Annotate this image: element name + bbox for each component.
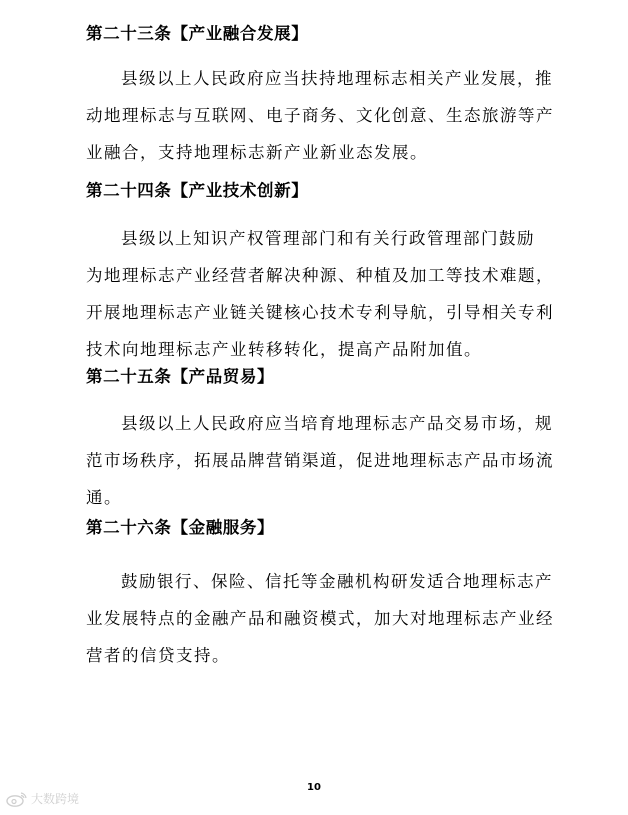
article-26-line: 业发展特点的金融产品和融资模式，加大对地理标志产业经 [86,609,554,628]
article-24-line: 技术向地理标志产业转移转化，提高产品附加值。 [86,340,482,359]
article-25-line: 通。 [86,488,122,507]
article-24-heading: 第二十四条【产业技术创新】 [86,181,309,200]
article-25-line: 范市场秩序，拓展品牌营销渠道，促进地理标志产品市场流 [86,451,554,470]
article-26-line: 鼓励银行、保险、信托等金融机构研发适合地理标志产 [121,572,553,591]
article-25-heading: 第二十五条【产品贸易】 [86,367,275,386]
article-23-line: 业融合，支持地理标志新产业新业态发展。 [86,143,428,162]
article-23-body [86,60,554,171]
article-24-line: 开展地理标志产业链关键核心技术专利导航，引导相关专利 [86,303,554,322]
article-24-line: 县级以上知识产权管理部门和有关行政管理部门鼓励 [121,229,535,248]
watermark [6,790,79,807]
article-25-body [86,405,554,516]
article-23-line: 县级以上人民政府应当扶持地理标志相关产业发展，推 [121,69,553,88]
watermark-text: 大数跨境 [31,792,80,806]
article-25-line: 县级以上人民政府应当培育地理标志产品交易市场，规 [121,414,553,433]
weibo-logo-icon [6,791,28,807]
article-24-line: 为地理标志产业经营者解决种源、种植及加工等技术难题， [86,266,554,285]
article-26-body [86,563,554,674]
article-23-heading: 第二十三条【产业融合发展】 [86,24,309,43]
article-23-line: 动地理标志与互联网、电子商务、文化创意、生态旅游等产 [86,106,554,125]
page-number: 10 [307,782,321,793]
article-26-heading: 第二十六条【金融服务】 [86,518,275,537]
article-24-body [86,220,554,368]
article-26-line: 营者的信贷支持。 [86,646,230,665]
